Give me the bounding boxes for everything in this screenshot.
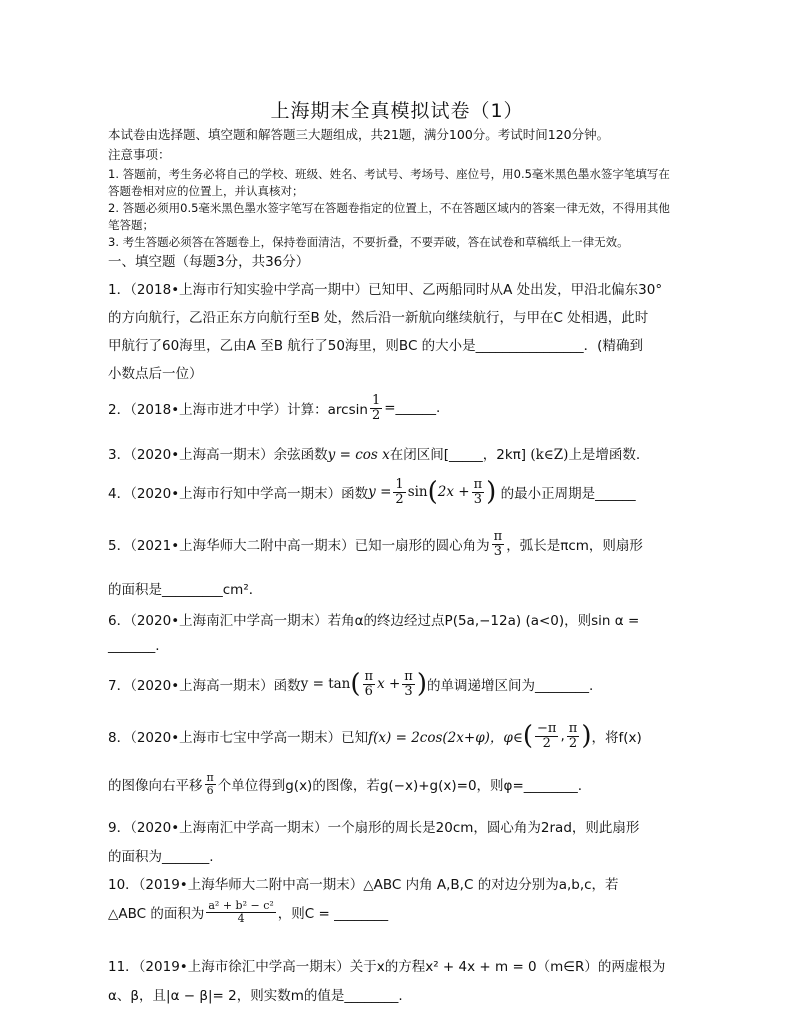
question-3-text: 3．（2020•上海高一期末）余弦函数	[108, 447, 328, 463]
question-6-line-1: 6．（2020•上海南汇中学高一期末）若角α的终边经过点P(5a,−12a) (a<0)，则sin α =	[108, 613, 640, 629]
note-line-2: 答题卷相对应的位置上，并认真核对；	[108, 184, 304, 198]
note-line-1: 1. 答题前，考生务必将自己的学校、班级、姓名、考试号、考场号、座位号，用0.5毫米黑色墨水签字笔填写在	[108, 167, 670, 181]
question-7-text: 7．（2020•上海高一期末）函数	[108, 678, 301, 695]
question-8-blank: 个单位得到g(x)的图像，若g(−x)+g(x)=0，则φ=________.	[217, 778, 583, 795]
question-11-line-1: 11．（2019•上海市徐汇中学高一期末）关于x的方程x² + 4x + m = 0（m∈R）的两虚根为	[108, 959, 666, 975]
fraction-area-formula: $\frac{\text{a² + b² − c²}}{4}$	[208, 899, 274, 925]
note-line-3: 2. 答题必须用0.5毫米黑色墨水签字笔写在答题卷指定的位置上，不在答题区域内的答案一律无效，不得用其他	[108, 201, 670, 215]
question-1-line-3: 甲航行了60海里，乙由A 至B 航行了50海里，则BC 的大小是________________．(精确到	[108, 338, 643, 354]
fraction-pi-over-3: $\frac{\pi}{3}$	[473, 477, 483, 507]
question-3-condition: (k∈Z)	[530, 447, 569, 463]
fraction-one-half: $\frac{1}{2}$	[371, 393, 381, 423]
question-2-blank: =______.	[384, 400, 441, 417]
question-10-line-1: 10．（2019•上海华师大二附中高一期末）△ABC 内角 A,B,C 的对边分别为a,b,c，若	[108, 877, 619, 893]
section-heading: 一、填空题（每题3分，共36分）	[108, 254, 310, 270]
question-2	[108, 394, 440, 422]
note-line-5: 3. 考生答题必须答在答题卷上，保持卷面清洁，不要折叠，不要弄破，答在试卷和草稿纸上一律无效。	[108, 235, 629, 249]
question-1-line-2: 的方向航行，乙沿正东方向航行至B 处，然后沿一新航向继续航行，与甲在C 处相遇，此时	[108, 310, 649, 326]
question-4: 4．（2020•上海市行知中学高一期末）函数y = $\frac{1}{2}$ sin(2x + $\frac{\pi}{3}$ ) 的最小正周期是______	[108, 477, 636, 508]
question-3	[108, 443, 640, 463]
question-5-line-2: 的面积是_________cm²．	[108, 582, 263, 598]
fraction-neg-pi-over-2: $\frac{-\pi}{2}$	[537, 721, 557, 751]
fraction-pi-over-3: $\frac{\pi}{3}$	[493, 529, 503, 559]
question-1-line-1: 1．（2018•上海市行知实验中学高一期中）已知甲、乙两船同时从A 处出发，甲沿北偏东30°	[108, 282, 663, 298]
question-8: 8．（2020•上海市七宝中学高一期末）已知f(x) = 2cos(2x+φ)，φ∈( $\frac{-\pi}{2}$ , $\frac{\pi}{2}$ )，将f(x)	[108, 721, 642, 752]
question-8-shift: ，将f(x)	[591, 730, 642, 747]
exam-intro: 本试卷由选择题、填空题和解答题三大题组成，共21题，满分100分。考试时间120分钟。	[108, 127, 610, 142]
question-5-arc: ，弧长是πcm，则扇形	[506, 538, 643, 555]
question-6-line-2: _______.	[108, 638, 160, 654]
question-1-line-4: 小数点后一位）	[108, 366, 203, 382]
question-9-line-2: 的面积为_______.	[108, 849, 214, 865]
question-3-function: y = cos x	[327, 447, 390, 463]
fraction-pi-over-2: $\frac{\pi}{2}$	[568, 721, 578, 751]
fraction-pi-over-6: $\frac{\pi}{6}$	[364, 669, 374, 699]
fraction-pi-over-3: $\frac{\pi}{3}$	[404, 669, 413, 699]
question-8-text: 8．（2020•上海市七宝中学高一期末）已知	[108, 730, 369, 747]
question-5-text: 5．（2021•上海华师大二附中高一期末）已知一扇形的圆心角为	[108, 538, 490, 555]
question-3-interval: 在闭区间[_____，2kπ]	[389, 447, 527, 463]
question-5	[108, 530, 643, 558]
question-3-tail: 上是增函数.	[568, 447, 641, 463]
question-10-blank: ，则C = ________	[277, 906, 389, 923]
exam-title: 上海期末全真模拟试卷（1）	[270, 100, 524, 122]
question-11-line-2: α、β，且|α − β|= 2，则实数m的值是________.	[108, 988, 403, 1004]
notice-heading: 注意事项：	[108, 147, 171, 162]
fraction-pi-over-6: $\frac{\pi}{6}$	[206, 771, 214, 797]
question-8-text-2: 的图像向右平移	[108, 778, 203, 795]
question-9-line-1: 9．（2020•上海南汇中学高一期末）一个扇形的周长是20cm，圆心角为2rad，则此扇形	[108, 820, 640, 836]
note-line-4: 笔答题；	[108, 218, 154, 232]
question-4-blank: 的最小正周期是______	[500, 486, 636, 503]
question-10-text: △ABC 的面积为	[108, 906, 205, 923]
question-7: 7．（2020•上海高一期末）函数y = tan( $\frac{\pi}{6}$ x + $\frac{\pi}{3}$ )的单调递增区间为________.	[108, 669, 594, 700]
fraction-one-half: $\frac{1}{2}$	[395, 477, 404, 507]
question-8-line-2	[108, 772, 582, 796]
question-10-line-2	[108, 900, 388, 924]
question-4-text: 4．（2020•上海市行知中学高一期末）函数	[108, 486, 369, 503]
question-7-blank: 的单调递增区间为________.	[427, 678, 594, 695]
question-2-text: 2．（2018•上海市进才中学）计算：arcsin	[108, 402, 368, 419]
